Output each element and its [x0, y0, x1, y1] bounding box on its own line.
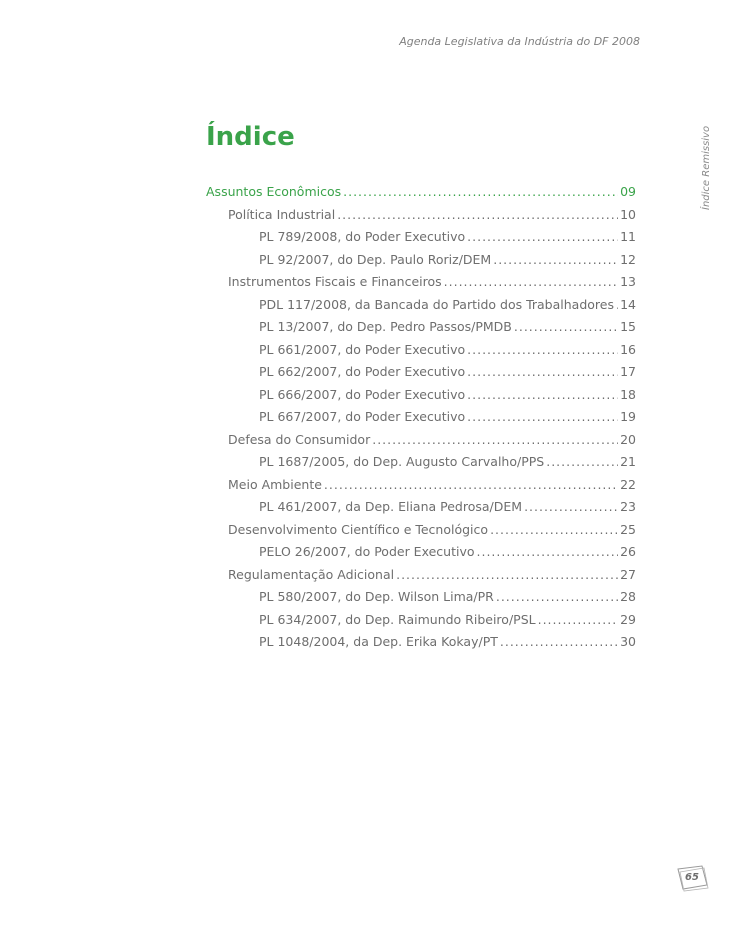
toc-entry-page: 22	[620, 476, 636, 492]
toc-entry	[206, 499, 636, 522]
toc-entry-page: 15	[620, 319, 636, 334]
toc-entry-page: 10	[620, 206, 636, 222]
toc-entry-label: PELO 26/2007, do Poder Executivo	[259, 544, 475, 559]
toc-entry-label: Defesa do Consumidor	[228, 431, 371, 447]
toc-entry-label: PL 1687/2005, do Dep. Augusto Carvalho/PPS	[259, 454, 545, 469]
toc-entry-page: 26	[620, 544, 636, 559]
toc-entry	[206, 454, 636, 477]
toc-dot-leader	[444, 274, 618, 289]
toc-dot-leader	[514, 319, 618, 334]
toc-entry-label: PL 667/2007, do Poder Executivo	[259, 409, 466, 424]
toc-entry-page: 12	[620, 251, 636, 267]
toc-entry-page: 13	[620, 274, 636, 289]
toc-dot-leader	[538, 612, 619, 627]
toc-dot-leader	[500, 634, 618, 649]
toc-entry	[206, 342, 636, 365]
toc-entry	[206, 364, 636, 387]
toc-dot-leader	[343, 184, 618, 199]
toc-entry-page: 11	[620, 229, 636, 244]
toc-entry-label: PL 634/2007, do Dep. Raimundo Ribeiro/PSL	[259, 611, 536, 627]
table-of-contents	[206, 184, 636, 657]
toc-entry	[206, 432, 636, 455]
toc-entry-page: 30	[620, 634, 636, 649]
toc-entry	[206, 297, 636, 320]
toc-entry-label: PDL 117/2008, da Bancada do Partido dos Trabalhadores	[259, 296, 614, 312]
toc-entry	[206, 634, 636, 657]
toc-entry-label: PL 789/2008, do Poder Executivo	[259, 229, 466, 244]
toc-dot-leader	[372, 432, 618, 447]
page-number: 65	[685, 872, 699, 883]
toc-entry-label: PL 580/2007, do Dep. Wilson Lima/PR	[259, 589, 494, 604]
toc-dot-leader	[467, 229, 618, 244]
toc-entry	[206, 229, 636, 252]
toc-dot-leader	[337, 207, 618, 222]
toc-entry-page: 23	[620, 499, 636, 514]
toc-entry	[206, 319, 636, 342]
toc-entry-label: Desenvolvimento Científico e Tecnológico	[228, 521, 489, 537]
toc-entry-label: PL 461/2007, da Dep. Eliana Pedrosa/DEM	[259, 499, 523, 514]
toc-dot-leader	[496, 589, 618, 604]
toc-dot-leader	[490, 522, 618, 537]
toc-entry-label: PL 662/2007, do Poder Executivo	[259, 364, 466, 379]
page-number-badge	[676, 863, 710, 893]
toc-entry	[206, 207, 636, 230]
toc-entry	[206, 409, 636, 432]
toc-dot-leader	[616, 297, 618, 312]
toc-entry-page: 29	[620, 611, 636, 627]
toc-dot-leader	[477, 544, 619, 559]
toc-dot-leader	[324, 477, 618, 492]
toc-entry-label: PL 666/2007, do Poder Executivo	[259, 386, 466, 402]
toc-entry-page: 09	[620, 184, 636, 199]
toc-entry-page: 14	[620, 296, 636, 312]
toc-entry-label: Instrumentos Fiscais e Financeiros	[228, 274, 442, 289]
toc-entry-page: 19	[620, 409, 636, 424]
toc-entry-label: PL 1048/2004, da Dep. Erika Kokay/PT	[259, 634, 498, 649]
toc-entry	[206, 589, 636, 612]
toc-entry-label: PL 661/2007, do Poder Executivo	[259, 341, 466, 357]
toc-entry-label: PL 92/2007, do Dep. Paulo Roriz/DEM	[259, 251, 492, 267]
toc-entry	[206, 274, 636, 297]
toc-entry-page: 18	[620, 386, 636, 402]
toc-entry-label: Política Industrial	[228, 206, 336, 222]
toc-entry-page: 25	[620, 521, 636, 537]
toc-entry	[206, 387, 636, 410]
toc-dot-leader	[467, 387, 618, 402]
toc-entry-page: 16	[620, 341, 636, 357]
toc-entry-label: PL 13/2007, do Dep. Pedro Passos/PMDB	[259, 319, 512, 334]
toc-dot-leader	[467, 364, 618, 379]
running-header: Agenda Legislativa da Indústria do DF 2008	[399, 35, 640, 48]
toc-entry	[206, 544, 636, 567]
toc-dot-leader	[396, 567, 618, 582]
toc-entry	[206, 477, 636, 500]
toc-entry	[206, 184, 636, 207]
toc-entry-label: Assuntos Econômicos	[206, 184, 342, 199]
toc-entry	[206, 567, 636, 590]
toc-entry	[206, 522, 636, 545]
side-section-label: Índice Remissivo	[701, 125, 712, 210]
toc-entry-label: Meio Ambiente	[228, 476, 322, 492]
toc-entry-page: 20	[620, 431, 636, 447]
toc-entry	[206, 252, 636, 275]
toc-dot-leader	[493, 252, 618, 267]
toc-entry-page: 28	[620, 589, 636, 604]
toc-entry-page: 17	[620, 364, 636, 379]
toc-entry	[206, 612, 636, 635]
toc-dot-leader	[546, 454, 618, 469]
toc-entry-label: Regulamentação Adicional	[228, 566, 395, 582]
toc-entry-page: 27	[620, 566, 636, 582]
page-title: Índice	[206, 122, 295, 152]
toc-dot-leader	[524, 499, 618, 514]
toc-entry-page: 21	[620, 454, 636, 469]
toc-dot-leader	[467, 342, 618, 357]
toc-dot-leader	[467, 409, 618, 424]
